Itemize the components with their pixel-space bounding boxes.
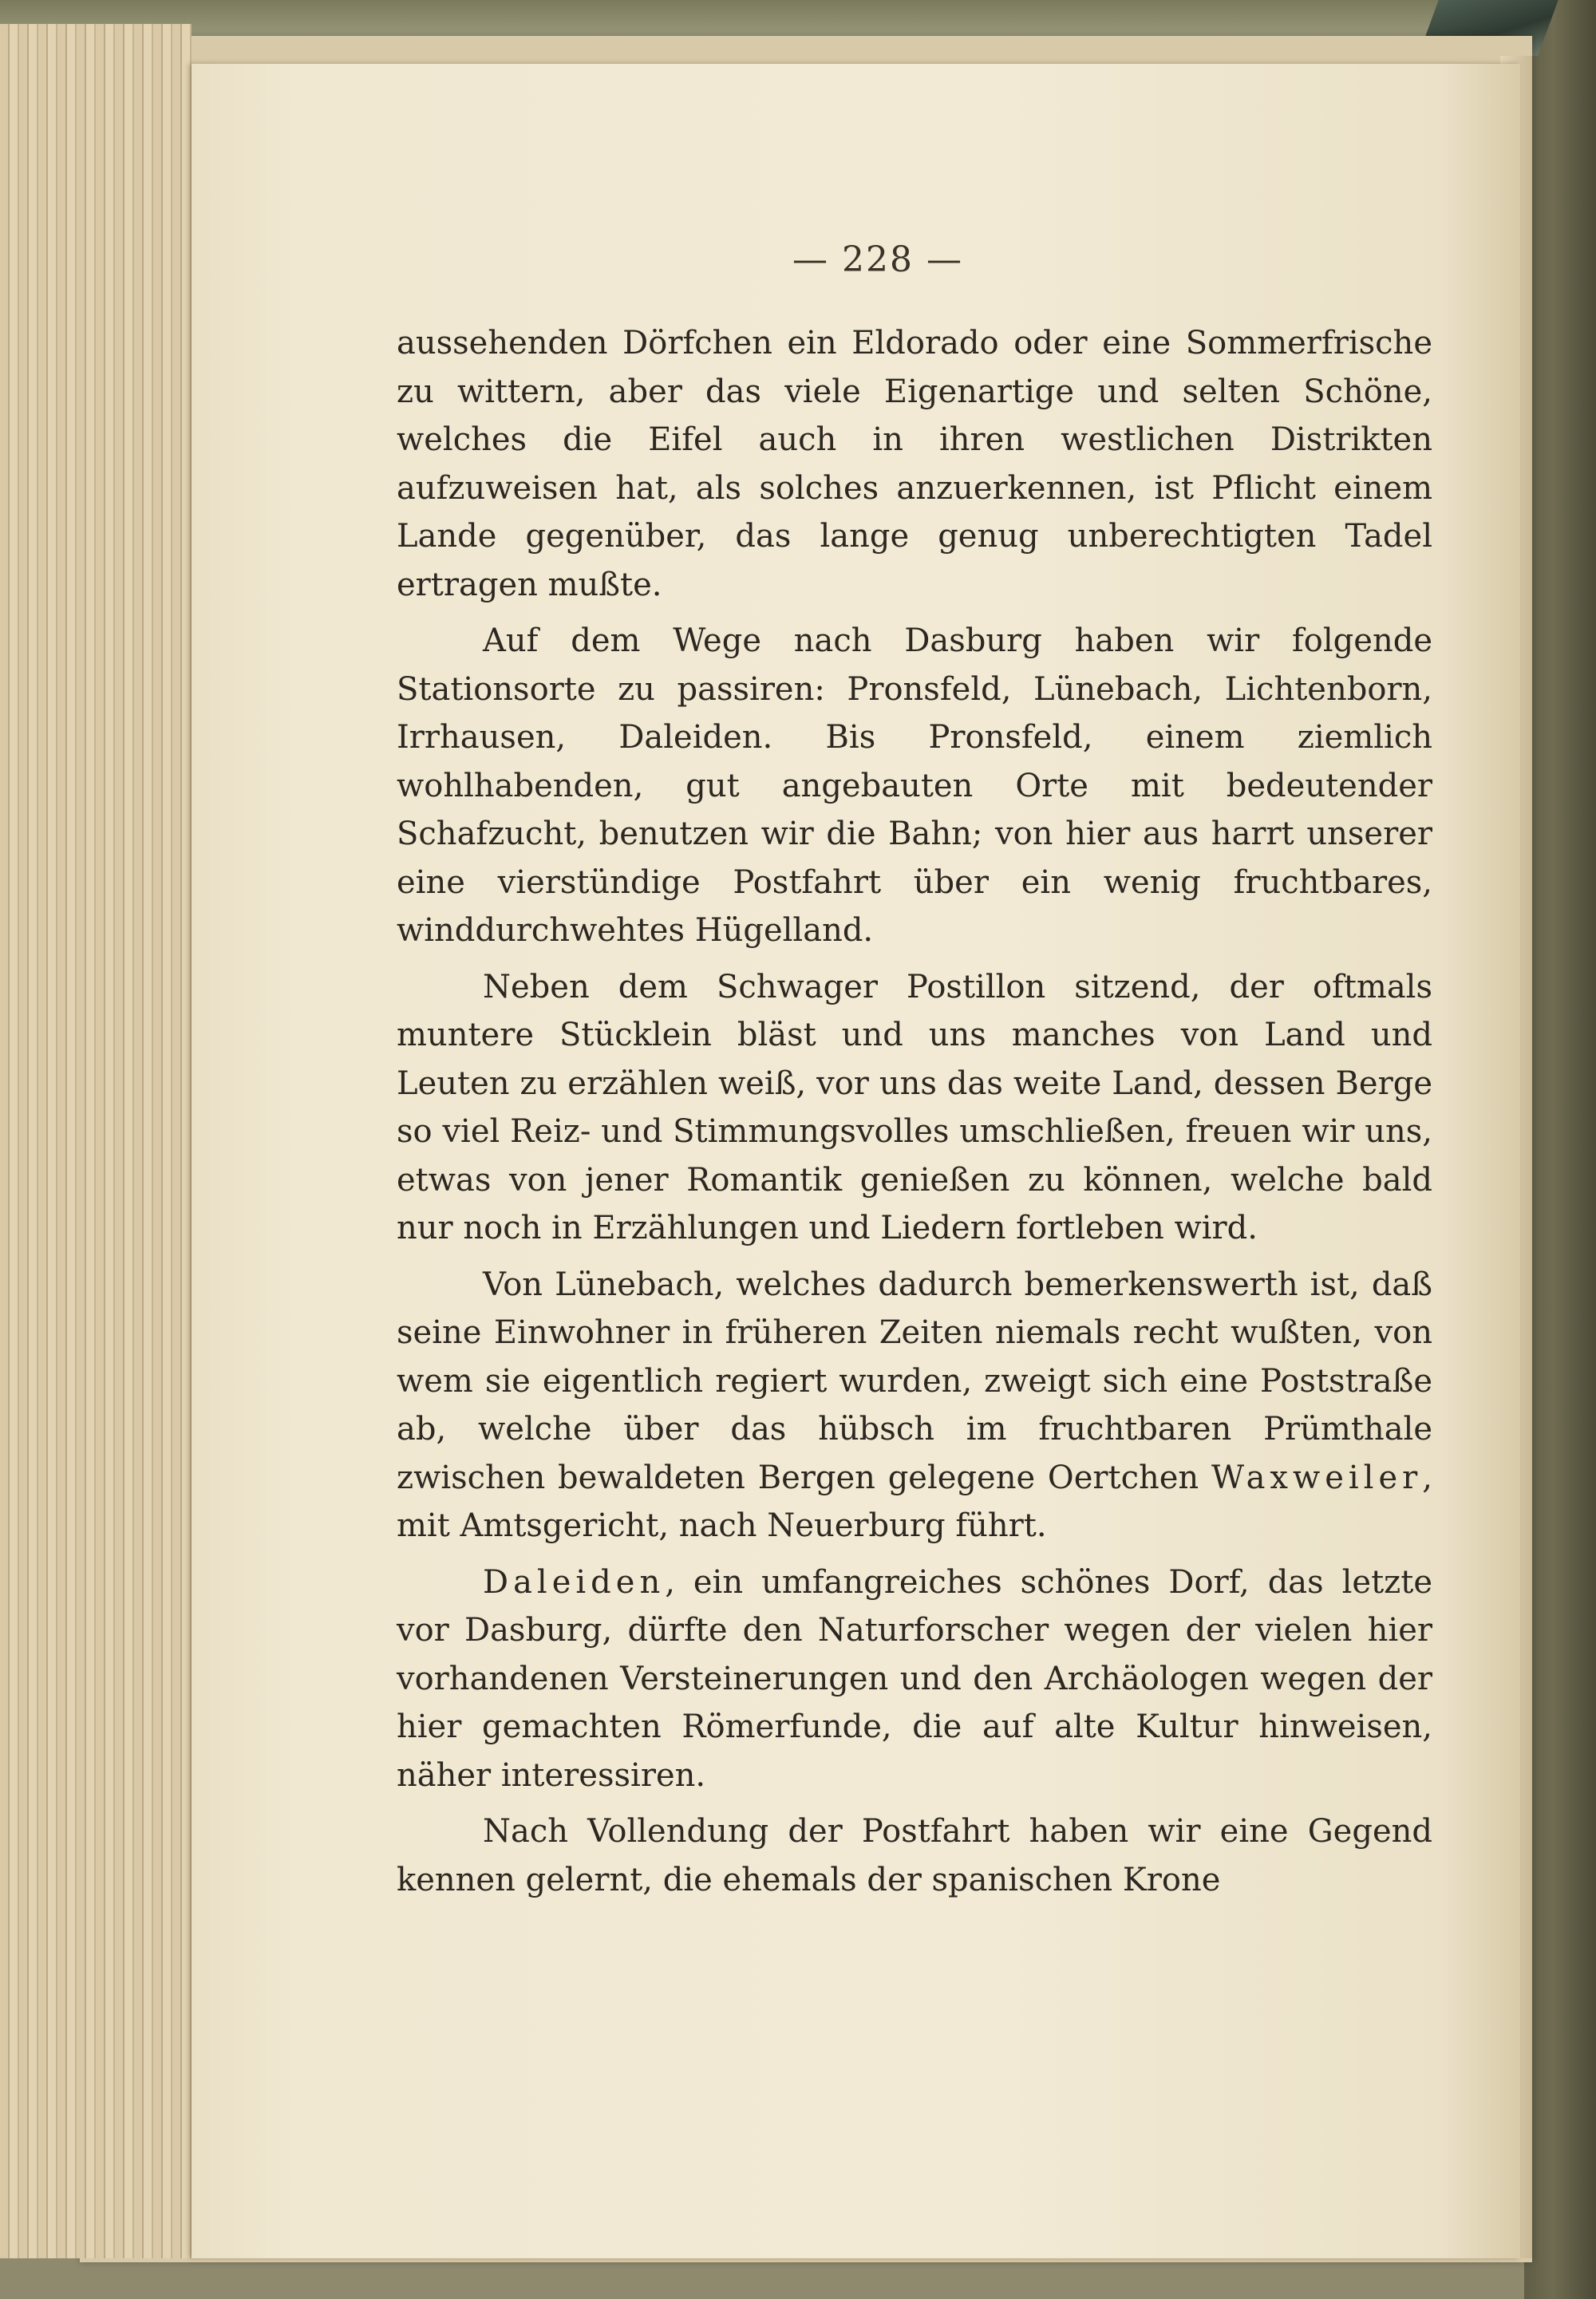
paragraph-5-after: , ein umfangreiches schönes Dorf, das letzte vor Dasburg, dürfte den Naturforscher wegen der vielen hier vorhandenen Versteinerungen und den Archäologen wegen der hier gemachten Römerfunde, die auf alte Kultur hinweisen, näher interessiren. (397, 1563, 1432, 1794)
paragraph-4 (397, 1261, 1432, 1550)
paragraph-3: Neben dem Schwager Postillon sitzend, der oftmals muntere Stücklein bläst und uns manches von Land und Leuten zu erzählen weiß, vor uns das weite Land, dessen Berge so viel Reiz- und Stimmungsvolles umschließen, freuen wir uns, etwas von jener Romantik genießen zu können, welche bald nur noch in Erzählungen und Liedern fortleben wird. (397, 968, 1432, 1246)
paragraph-1: aussehenden Dörfchen ein Eldorado oder eine Sommerfrische zu wittern, aber das viele Eigenartige und selten Schöne, welches die Eifel auch in ihren westlichen Distrikten aufzuweisen hat, als solches anzuerkennen, ist Pflicht einem Lande gegenüber, das lange genug unberechtigten Tadel ertragen mußte. (397, 325, 1432, 603)
paragraph-2: Auf dem Wege nach Dasburg haben wir folgende Stationsorte zu passiren: Pronsfeld, Lünebach, Lichtenborn, Irrhausen, Daleiden. Bis Pronsfeld, einem ziemlich wohlhabenden, gut angebauten Orte mit bedeutender Schafzucht, benutzen wir die Bahn; von hier aus harrt unserer eine vierstündige Postfahrt über ein wenig fruchtbares, winddurchwehtes Hügelland. (397, 622, 1432, 949)
paragraph-5 (397, 1558, 1432, 1800)
body-text (397, 319, 1432, 1912)
paragraph-4-before: Von Lünebach, welches dadurch bemerkenswerth ist, daß seine Einwohner in früheren Zeiten niemals recht wußten, von wem sie eigentlich regiert wurden, zweigt sich eine Poststraße ab, welche über das hübsch im fruchtbaren Prümthale zwischen bewaldeten Bergen gelegene Oertchen (397, 1266, 1432, 1496)
book-cover-right-edge (1524, 0, 1596, 2299)
paragraph-6: Nach Vollendung der Postfahrt haben wir eine Gegend kennen gelernt, die ehemals der spanischen Krone (397, 1813, 1432, 1898)
page-number: — 228 — (792, 239, 963, 280)
place-name-waxweiler: Waxweiler (1211, 1459, 1423, 1496)
page-stack-edges (0, 24, 192, 2258)
paragraph-4-after: , mit Amtsgericht, nach Neuerburg führt. (397, 1459, 1432, 1544)
place-name-daleiden: Daleiden (483, 1563, 666, 1601)
